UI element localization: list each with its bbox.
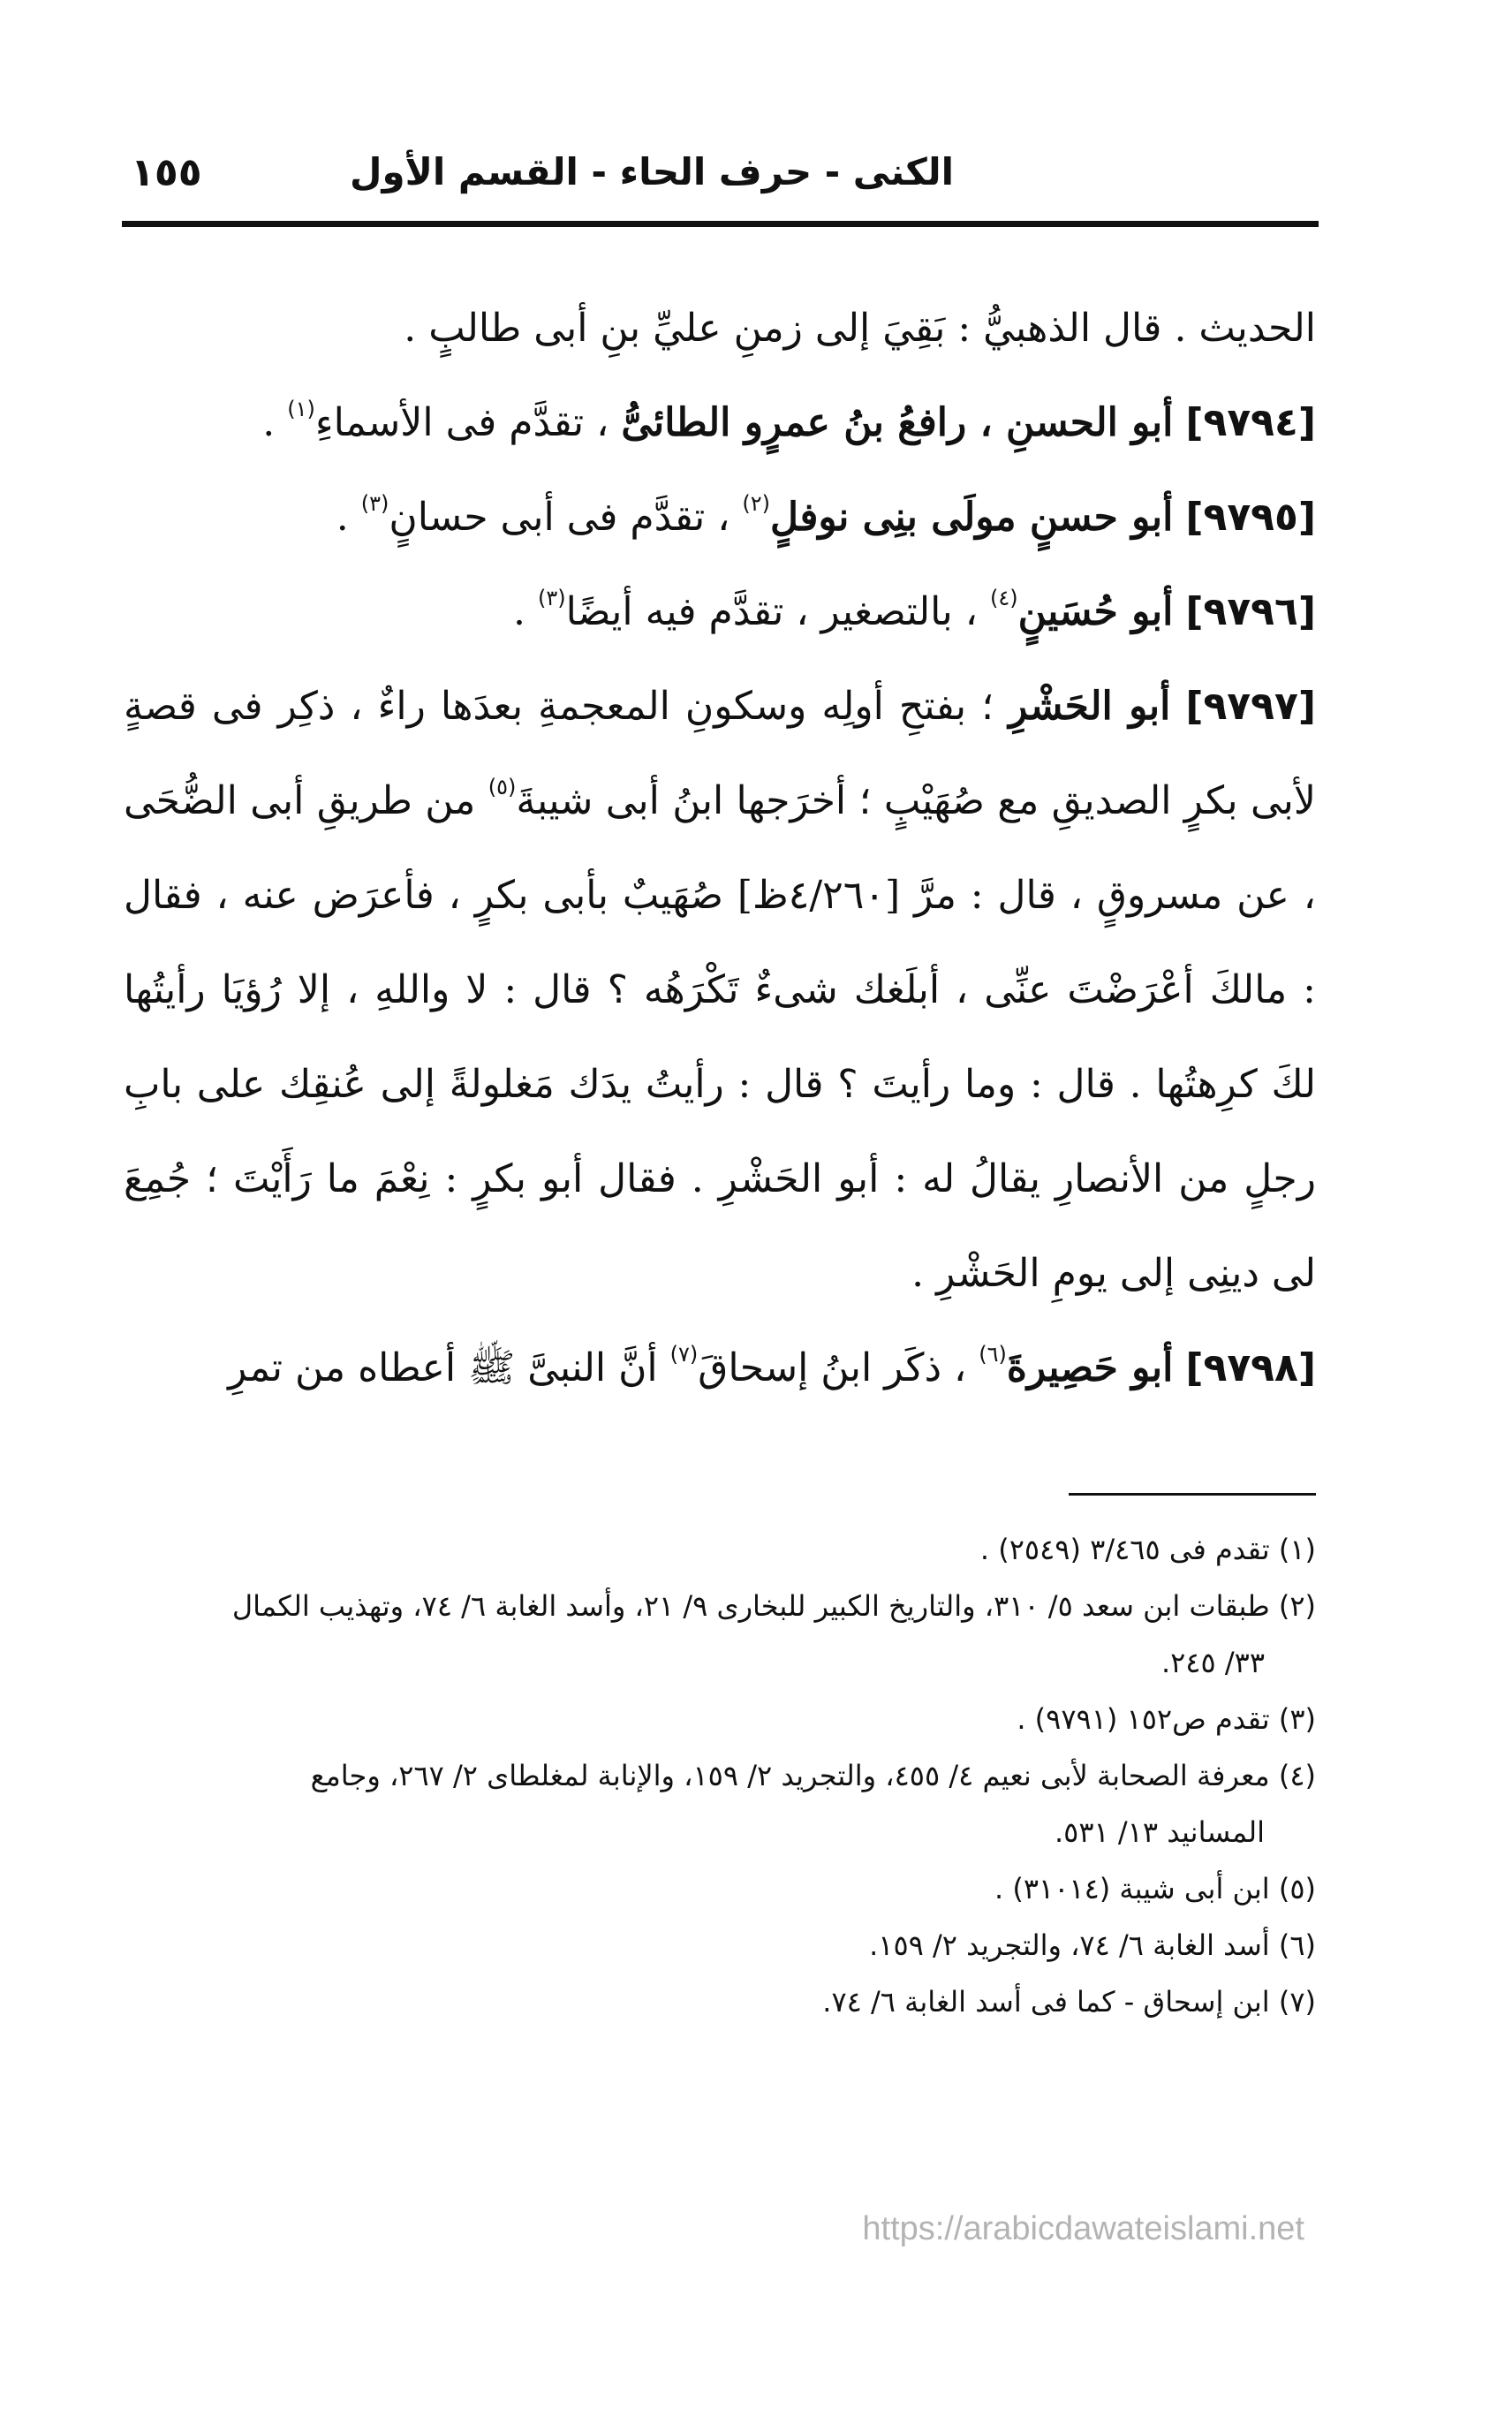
- entry-name: أبو الحسنِ ، رافعُ بنُ عمرٍو الطائىُّ: [621, 400, 1174, 445]
- footnote-ref[interactable]: (٥): [488, 775, 517, 799]
- entry-number: [٩٧٩٥]: [1185, 495, 1316, 540]
- entry-name: أبو الحَشْرِ: [1009, 684, 1171, 729]
- footnote: (٧) ابن إسحاق - كما فى أسد الغابة ٦/ ٧٤.: [822, 1985, 1316, 2019]
- footnote-ref[interactable]: (٢): [742, 491, 771, 516]
- footnote: (٣) تقدم ص١٥٢ (٩٧٩١) .: [1017, 1702, 1316, 1736]
- entry-text: ، بالتصغير ، تقدَّم فيه أيضًا: [565, 589, 990, 634]
- entry-9796: [124, 564, 1316, 659]
- header-rule: [122, 221, 1319, 227]
- opening-line: الحديث . قال الذهبيُّ : بَقِيَ إلى زمنِ عليِّ بنِ أبى طالبٍ .: [404, 306, 1316, 351]
- entry-text: .: [336, 495, 361, 540]
- main-text: [124, 281, 1316, 1415]
- entry-number: [٩٧٩٤]: [1185, 400, 1316, 445]
- entry-name: أبو حسنٍ مولَى بنِى نوفلٍ: [770, 495, 1174, 540]
- entry-text: ، تقدَّم فى أبى حسانٍ: [389, 495, 743, 540]
- entry-number: [٩٧٩٦]: [1185, 589, 1316, 634]
- entry-9795: [124, 470, 1316, 564]
- footnote-continuation: ٣٣/ ٢٤٥.: [1160, 1646, 1265, 1679]
- entry-text: ؛ بفتحِ أولِه وسكونِ المعجمةِ بعدَها راءٌ ، ذكِر فى قصةٍ لأبى بكرٍ الصديقِ مع صُهَيْبٍ ؛ أخرَجها ابنُ أبى شيبةَ: [124, 684, 1316, 823]
- footnote: (٢) طبقات ابن سعد ٥/ ٣١٠، والتاريخ الكبير للبخارى ٩/ ٢١، وأسد الغابة ٦/ ٧٤، وتهذيب الكمال: [231, 1589, 1316, 1623]
- entry-text: .: [262, 400, 288, 445]
- footnote-ref[interactable]: (٧): [669, 1342, 699, 1367]
- footnote-continuation: المسانيد ١٣/ ٥٣١.: [1054, 1815, 1265, 1849]
- entry-text: من طريقِ أبى الضُّحَى ، عن مسروقٍ ، قال : مرَّ [٤/٢٦٠ظ] صُهَيبٌ بأبى بكرٍ ، فأعرَض عنه ، فقال : مالكَ أعْرَضْتَ عنِّى ، أبلَغك شىءٌ تَكْرَهُه ؟ قال : لا واللهِ ، إلا رُؤيَا رأيتُها لكَ كرِهتُها . قال : وما رأيتَ ؟ قال : رأيتُ يدَك مَغلولةً إلى عُنقِك على بابِ رجلٍ من الأنصارِ يقالُ له : أبو الحَشْرِ . فقال أبو بكرٍ : نِعْمَ ما رَأَيْتَ ؛ جُمِعَ لى دينِى إلى يومِ الحَشْرِ .: [124, 778, 1316, 1296]
- entry-text: ، تقدَّم فى الأسماءِ: [314, 400, 609, 445]
- entry-number: [٩٧٩٧]: [1185, 684, 1316, 729]
- entry-9797: [124, 659, 1316, 1321]
- entry-text: .: [512, 589, 538, 634]
- entry-text: ، ذكَر ابنُ إسحاقَ: [698, 1345, 979, 1390]
- footnote: (١) تقدم فى ٣/٤٦٥ (٢٥٤٩) .: [979, 1533, 1316, 1566]
- footnote: (٥) ابن أبى شيبة (٣١٠١٤) .: [994, 1872, 1316, 1905]
- running-title: الكنى - حرف الحاء - القسم الأول: [350, 150, 954, 193]
- footnote-ref[interactable]: (٣): [360, 491, 389, 516]
- footnote-ref[interactable]: (١): [287, 397, 315, 421]
- entry-number: [٩٧٩٨]: [1185, 1345, 1316, 1390]
- footnote-ref[interactable]: (٤): [989, 586, 1018, 610]
- entry-9798: [124, 1321, 1316, 1415]
- footnote-ref[interactable]: (٣): [537, 586, 566, 610]
- footnote-separator: [1069, 1493, 1316, 1496]
- entry-name: أبو حُسَينٍ: [1017, 589, 1174, 634]
- watermark-url: https://arabicdawateislami.net: [862, 2210, 1304, 2247]
- footnote-ref[interactable]: (٦): [979, 1342, 1007, 1367]
- footnote: (٦) أسد الغابة ٦/ ٧٤، والتجريد ٢/ ١٥٩.: [869, 1928, 1316, 1962]
- entry-text: أنَّ النبىَّ ﷺ أعطاه من تمرِ: [228, 1345, 670, 1390]
- entry-name: أبو حَصِيرةَ: [1006, 1345, 1174, 1390]
- footnotes: [124, 1521, 1316, 2030]
- page-number: ١٥٥: [131, 150, 202, 195]
- running-head: [124, 150, 1316, 221]
- entry-9794: [124, 375, 1316, 470]
- footnote: (٤) معرفة الصحابة لأبى نعيم ٤/ ٤٥٥، والتجريد ٢/ ١٥٩، والإنابة لمغلطاى ٢/ ٢٦٧، وجامع: [310, 1759, 1316, 1792]
